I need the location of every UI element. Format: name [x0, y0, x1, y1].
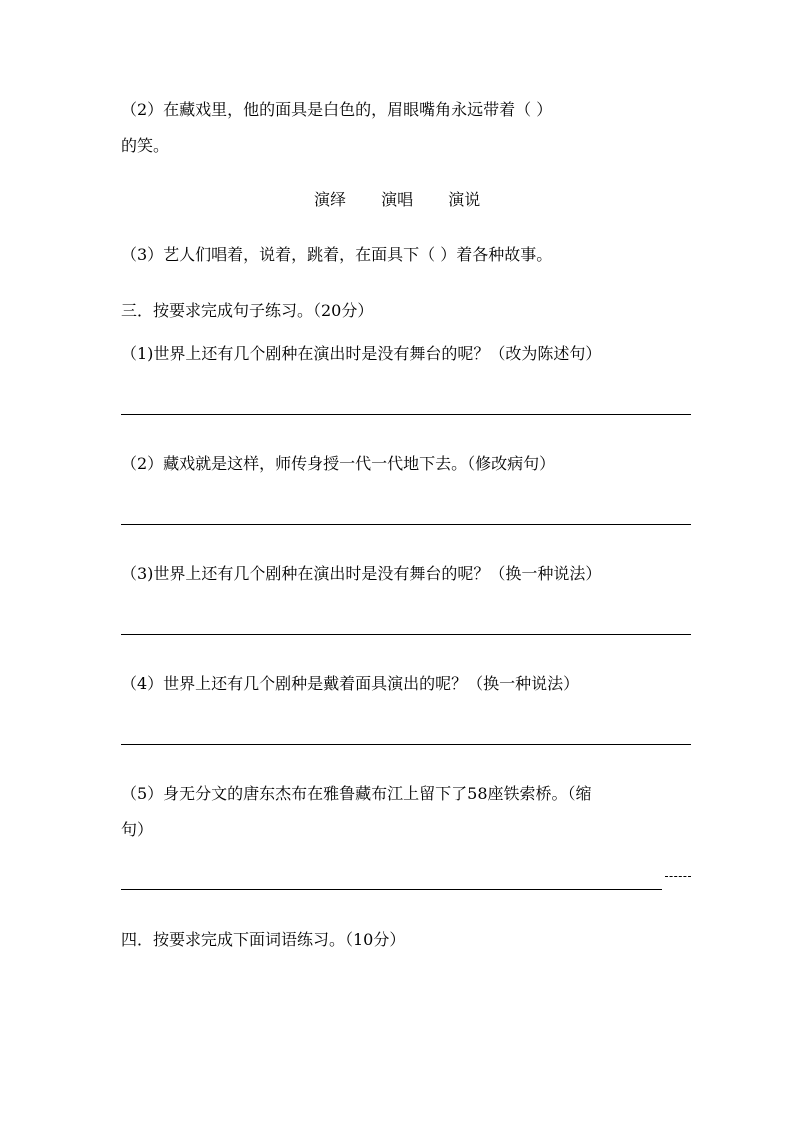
sentence-item-2: （2）藏戏就是这样，师传身授一代一代地下去。（修改病句） — [121, 454, 556, 473]
sentence-item-4: （4）世界上还有几个剧种是戴着面具演出的呢？（换一种说法） — [121, 674, 580, 693]
question-2-line-2: 的笑。 — [121, 136, 170, 155]
word-choice: 演唱 — [381, 190, 414, 209]
answer-line-5-tail — [665, 876, 691, 877]
sentence-item-5-line-2: 句） — [121, 820, 154, 839]
sentence-item-5-line-1: （5）身无分文的唐东杰布在雅鲁藏布江上留下了58座铁索桥。（缩 — [121, 784, 592, 803]
answer-line-5[interactable] — [121, 889, 662, 890]
word-choice-row — [314, 190, 480, 210]
question-2-line-1: （2）在藏戏里，他的面具是白色的，眉眼嘴角永远带着（ ） — [121, 100, 553, 119]
sentence-item-3: （3)世界上还有几个剧种在演出时是没有舞台的呢？（换一种说法） — [121, 564, 602, 583]
word-choice: 演绎 — [314, 190, 347, 209]
answer-line-2[interactable] — [121, 524, 691, 525]
section-3-heading: 三．按要求完成句子练习。（20分） — [121, 301, 374, 320]
word-choice: 演说 — [448, 190, 481, 209]
sentence-item-1: （1)世界上还有几个剧种在演出时是没有舞台的呢？（改为陈述句） — [121, 344, 602, 363]
section-4-heading: 四．按要求完成下面词语练习。（10分） — [121, 930, 406, 949]
question-3: （3）艺人们唱着，说着，跳着，在面具下（ ）着各种故事。 — [121, 245, 553, 264]
answer-line-3[interactable] — [121, 634, 691, 635]
answer-line-4[interactable] — [121, 744, 691, 745]
answer-line-1[interactable] — [121, 414, 691, 415]
